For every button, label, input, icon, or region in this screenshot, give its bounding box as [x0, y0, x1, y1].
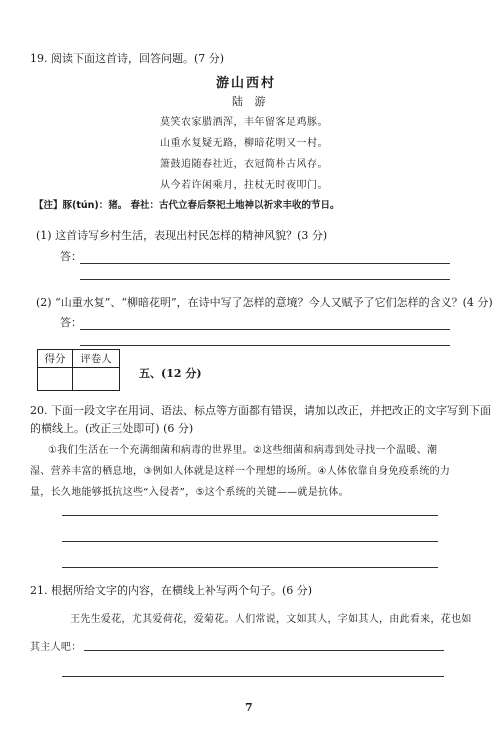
q19-sub2: (2) “山重水复”、“柳暗花明”，在诗中写了怎样的意境？今人又赋予了它们怎样的含义？(4 分)	[36, 296, 493, 309]
answer-line[interactable]	[80, 329, 450, 330]
answer-line[interactable]	[80, 263, 450, 264]
poem-note: 【注】豚(tún)：猪。 春社：古代立春后祭祀土地神以祈求丰收的节日。	[34, 200, 340, 211]
page-number: 7	[245, 701, 253, 714]
answer-line[interactable]	[62, 676, 444, 677]
q20-prompt-line2: 的横线上。(改正三处即可) (6 分)	[30, 422, 194, 435]
q21-prompt: 21. 根据所给文字的内容，在横线上补写两个句子。(6 分)	[30, 584, 313, 597]
score-box-col2: 评卷人	[73, 350, 120, 368]
poem-title: 游山西村	[216, 76, 277, 91]
answer-line[interactable]	[62, 541, 438, 542]
poem-line-4: 从今若许闲乘月，拄杖无时夜叩门。	[160, 180, 328, 191]
q21-text-line1: 王先生爱花，尤其爱荷花，爱菊花。人们常说，文如其人，字如其人，由此看来，花也如	[70, 614, 472, 625]
answer-label-1: 答：	[60, 250, 82, 263]
score-box-col1: 得分	[38, 350, 73, 368]
q20-text-line3: 量，长久地能够抵抗这些“入侵者”，⑤这个系统的关键——就是抗体。	[30, 487, 349, 498]
q21-text-line2: 其主人吧：	[30, 642, 82, 653]
section-five-heading: 五、(12 分)	[139, 367, 202, 380]
poem-line-3: 箫鼓追随春社近，衣冠简朴古风存。	[160, 159, 328, 170]
q20-prompt-line1: 20. 下面一段文字在用词、语法、标点等方面都有错误，请加以改正，并把改正的文字写到下面	[30, 404, 491, 417]
q20-text-line2: 湿、营养丰富的栖息地，③例如人体就是这样一个理想的场所。④人体依靠自身免疫系统的力	[30, 466, 451, 477]
poem-line-1: 莫笑农家腊酒浑，丰年留客足鸡豚。	[160, 117, 328, 128]
score-cell[interactable]	[38, 368, 73, 391]
q19-prompt: 19. 阅读下面这首诗，回答问题。(7 分)	[30, 52, 225, 65]
answer-line[interactable]	[84, 650, 444, 651]
poem-line-2: 山重水复疑无路，柳暗花明又一村。	[160, 138, 328, 149]
answer-line[interactable]	[62, 567, 438, 568]
poem-author: 陆 游	[232, 95, 270, 108]
q20-text-line1: ①我们生活在一个充满细菌和病毒的世界里。②这些细菌和病毒到处寻找一个温暖、潮	[48, 445, 438, 456]
grader-cell[interactable]	[73, 368, 120, 391]
answer-line[interactable]	[62, 515, 438, 516]
answer-line[interactable]	[80, 279, 450, 280]
answer-line[interactable]	[80, 345, 450, 346]
answer-label-2: 答：	[60, 316, 82, 329]
q19-sub1: (1) 这首诗写乡村生活，表现出村民怎样的精神风貌？(3 分)	[36, 229, 328, 242]
score-box	[37, 349, 120, 391]
